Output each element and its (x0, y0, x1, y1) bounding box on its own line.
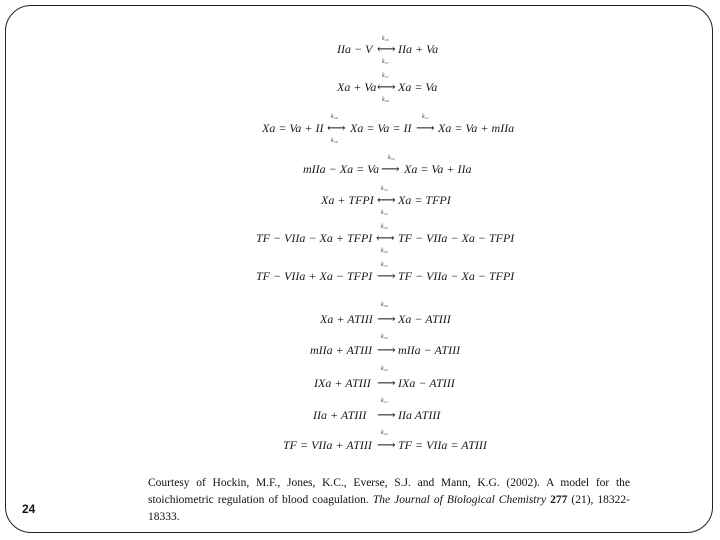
equation-left: Xa + ATIII (320, 312, 373, 326)
reversible-arrow-icon: ⟷ (327, 120, 346, 135)
slide-number: 24 (22, 502, 36, 516)
forward-arrow-icon: ⟶ (377, 342, 396, 357)
equation-right: Xa − ATIII (398, 312, 451, 326)
equation-left: TF − VIIa − Xa + TFPI (256, 231, 373, 245)
reversible-arrow-icon: ⟷ (377, 192, 396, 207)
rate-constant-label: k₂₇ (382, 59, 389, 65)
rate-constant-label: k₂₇ (382, 73, 389, 79)
rate-constant-label: k₂₆ (382, 36, 389, 42)
forward-arrow-icon: ⟶ (377, 268, 396, 283)
equation-right: TF − VIIa − Xa − TFPI (398, 269, 515, 283)
equation-left: Xa + TFPI (321, 193, 374, 207)
rate-constant-label: k₃₃ (381, 186, 388, 192)
equation-right: Xa = Va (398, 80, 438, 94)
forward-arrow-icon: ⟶ (377, 437, 396, 452)
equation-left: TF − VIIa + Xa − TFPI (256, 269, 373, 283)
forward-arrow-icon: ⟶ (377, 375, 396, 390)
journal-volume: 277 (550, 494, 568, 506)
equation-left: IIa + ATIII (313, 408, 367, 422)
rate-constant-label: k₄₂ (381, 430, 388, 436)
rate-constant-label: k₃₀ (331, 138, 338, 144)
citation-prefix: Courtesy of Hockin, M.F., Jones, K.C., Everse, S.J. and Mann, K.G. (2002). A model for the stoichiometric regulation of blood coagulation. (148, 477, 630, 506)
forward-arrow-icon: ⟶ (416, 120, 435, 135)
citation-suffix: (21), 18322-18333. (148, 494, 631, 523)
equation-right: mIIa − ATIII (398, 343, 461, 357)
equation-right: IIa + Va (398, 42, 439, 56)
equation-right: IXa − ATIII (398, 376, 455, 390)
rate-constant-label: k₃₆ (381, 248, 388, 254)
rate-constant-label: k₄₀ (381, 366, 388, 372)
rate-constant-label: k₃₄ (381, 210, 388, 216)
equation-left: mIIa + ATIII (310, 343, 373, 357)
journal-name: The Journal of Biological Chemistry (372, 494, 547, 506)
equation-left: Xa + Va (337, 80, 377, 94)
reversible-arrow-icon: ⟷ (377, 79, 396, 94)
forward-arrow-icon: ⟶ (377, 311, 396, 326)
equation-right: Xa = Va + mIIa (438, 121, 515, 135)
citation-text (148, 475, 630, 526)
rate-constant-label: k₂₉ (331, 114, 338, 120)
equation-left: TF = VIIa + ATIII (283, 438, 372, 452)
equation-right: IIa ATIII (398, 408, 441, 422)
reversible-arrow-icon: ⟷ (377, 41, 396, 56)
equation-middle: Xa = Va = II (350, 121, 412, 135)
rate-constant-label: k₃₉ (381, 334, 388, 340)
forward-arrow-icon: ⟶ (381, 161, 400, 176)
equation-left: IIa − V (337, 42, 373, 56)
equation-left: Xa = Va + II (262, 121, 324, 135)
forward-arrow-icon: ⟶ (377, 407, 396, 422)
rate-constant-label: k₃₁ (422, 114, 429, 120)
equation-left: IXa + ATIII (314, 376, 371, 390)
equation-left: mIIa − Xa = Va (303, 162, 380, 176)
rate-constant-label: k₃₂ (388, 155, 395, 161)
rate-constant-label: k₃₇ (381, 262, 388, 268)
reversible-arrow-icon: ⟷ (376, 230, 395, 245)
equation-right: Xa = TFPI (398, 193, 451, 207)
equation-right: TF = VIIa = ATIII (398, 438, 487, 452)
equation-right: Xa = Va + IIa (404, 162, 472, 176)
rate-constant-label: k₃₅ (381, 224, 388, 230)
equation-right: TF − VIIa − Xa − TFPI (398, 231, 515, 245)
rate-constant-label: k₃₈ (381, 302, 388, 308)
rate-constant-label: k₄₁ (381, 398, 388, 404)
rate-constant-label: k₂₈ (382, 97, 389, 103)
